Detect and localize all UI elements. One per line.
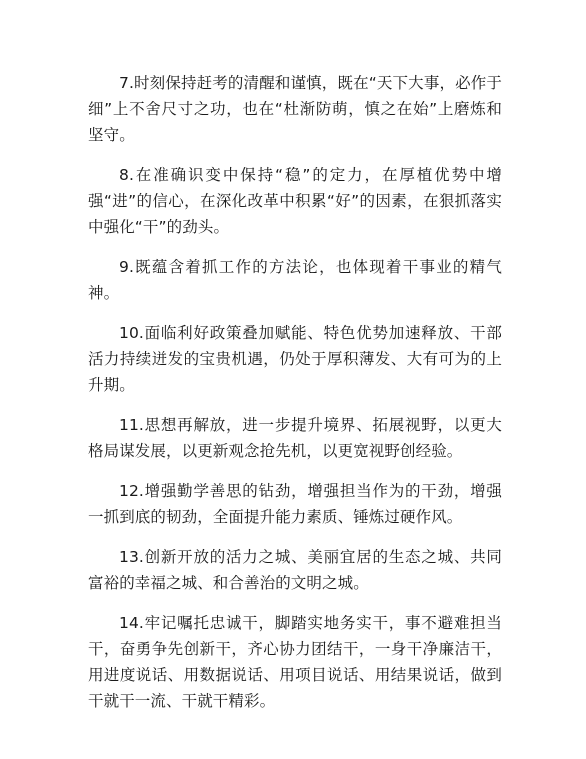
paragraph-13: 13.创新开放的活力之城、美丽宜居的生态之城、共同富裕的幸福之城、和合善治的文明之城。 [88,548,502,592]
paragraph-12: 12.增强勤学善思的钻劲，增强担当作为的干劲，增强一抓到底的韧劲，全面提升能力素质、锤炼过硬作风。 [88,482,502,526]
document-body [88,70,502,728]
paragraph-8: 8.在准确识变中保持“稳”的定力，在厚植优势中增强“进”的信心，在深化改革中积累“好”的因素，在狠抓落实中强化“干”的劲头。 [88,166,502,236]
paragraph-9: 9.既蕴含着抓工作的方法论，也体现着干事业的精气神。 [88,258,502,302]
paragraph-14: 14.牢记嘱托忠诚干，脚踏实地务实干，事不避难担当干，奋勇争先创新干，齐心协力团结干，一身干净廉洁干，用进度说话、用数据说话、用项目说话、用结果说话，做到干就干一流、干就干精彩。 [88,614,502,710]
paragraph-7: 7.时刻保持赶考的清醒和谨慎，既在“天下大事，必作于细”上不舍尺寸之功，也在“杜渐防萌，慎之在始”上磨炼和坚守。 [88,74,502,144]
paragraph-10: 10.面临利好政策叠加赋能、特色优势加速释放、干部活力持续迸发的宝贵机遇，仍处于厚积薄发、大有可为的上升期。 [88,324,502,394]
paragraph-11: 11.思想再解放，进一步提升境界、拓展视野，以更大格局谋发展，以更新观念抢先机，以更宽视野创经验。 [88,416,502,460]
